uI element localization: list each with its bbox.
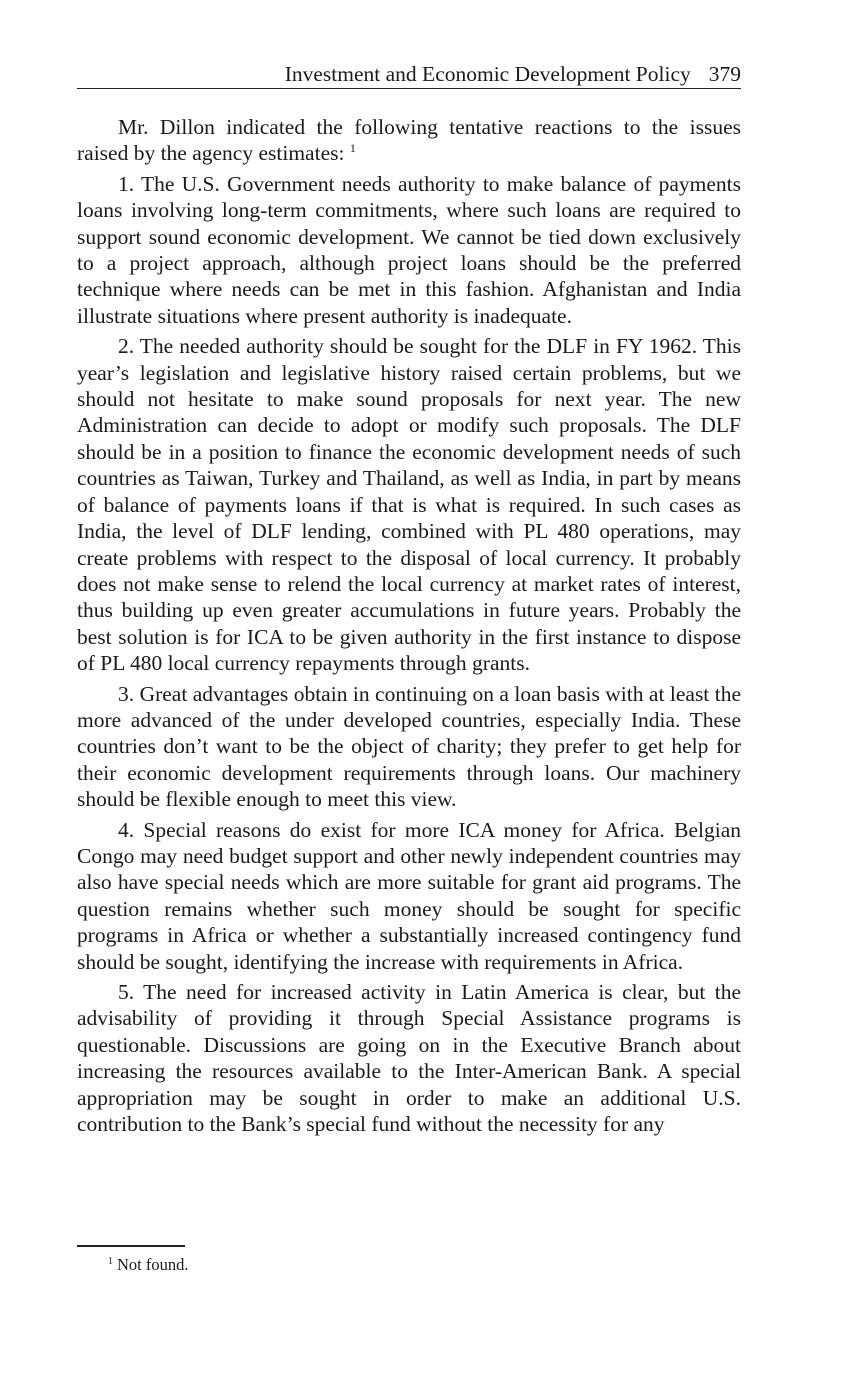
footnote-text: Not found. — [117, 1255, 189, 1274]
footnote-divider — [77, 1245, 185, 1247]
paragraph-1: 1. The U.S. Government needs authority to make balance of payments loans involving long-term commitments, where such loans are required to support sound economic development. We cannot be tied down exclusively to a project approach, although project loans should be the preferred technique where needs can be met in this fashion. Afghanistan and India illustrate situations where present authority is inadequate. — [77, 171, 741, 328]
intro-text: Mr. Dillon indicated the following tentative reactions to the issues raised by the agency estimates: — [77, 115, 741, 166]
page-body — [77, 114, 741, 1141]
page-number: 379 — [708, 62, 741, 86]
footnote-marker: 1 — [108, 1255, 113, 1267]
footnote-reference: 1 — [349, 141, 356, 156]
footnote — [108, 1255, 189, 1275]
running-header-title: Investment and Economic Development Policy — [284, 62, 691, 86]
paragraph-3: 3. Great advantages obtain in continuing on a loan basis with at least the more advanced of the under developed countries, especially India. These countries don’t want to be the object of charity; they prefer to get help for their economic development requirements through loans. Our machinery should be flexible enough to meet this view. — [77, 681, 741, 812]
paragraph-4: 4. Special reasons do exist for more ICA money for Africa. Belgian Congo may need budget support and other newly independent countries may also have special needs which are more suitable for grant aid programs. The question remains whether such money should be sought for specific programs in Africa or whether a substantially increased contingency fund should be sought, identifying the increase with requirements in Africa. — [77, 817, 741, 974]
paragraph-5: 5. The need for increased activity in Latin America is clear, but the advisability of providing it through Special Assistance programs is questionable. Discussions are going on in the Executive Branch about increasing the resources available to the Inter-American Bank. A special appropriation may be sought in order to make an additional U.S. contribution to the Bank’s special fund without the necessity for any — [77, 980, 741, 1137]
paragraph-2: 2. The needed authority should be sought for the DLF in FY 1962. This year’s legislation and legislative history raised certain problems, but we should not hesitate to make sound proposals for next year. The new Administration can decide to adopt or modify such proposals. The DLF should be in a position to finance the economic development needs of such countries as Taiwan, Turkey and Thailand, as well as India, in part by means of balance of payments loans if that is what is required. In such cases as India, the level of DLF lending, combined with PL 480 operations, may create problems with respect to the disposal of local currency. It probably does not make sense to relend the local currency at market rates of interest, thus building up even greater accumulations in future years. Probably the best solution is for ICA to be given authority in the first instance to dispose of PL 480 local currency repayments through grants. — [77, 334, 741, 676]
intro-paragraph — [77, 114, 741, 167]
running-header — [77, 60, 741, 89]
